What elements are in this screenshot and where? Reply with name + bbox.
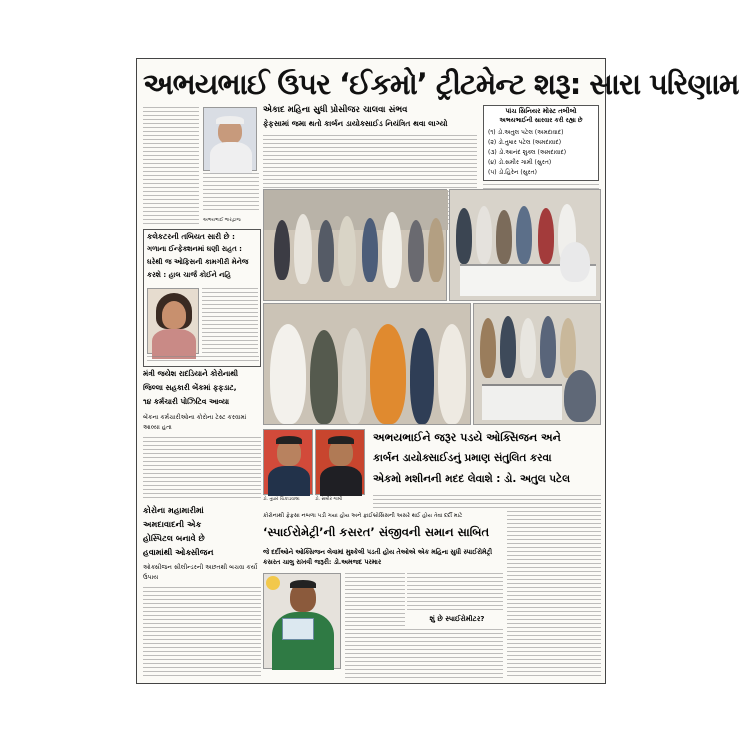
caption-doctor-2: ડો. સમીર ગામી	[315, 497, 343, 502]
spiro-question: શું છે સ્પાઈરોમીટર?	[429, 615, 485, 623]
photo-visit-3	[263, 303, 471, 425]
collector-box	[143, 229, 261, 367]
hospital-line-4: હવામાંથી ઓક્સીજન	[143, 547, 214, 557]
collector-line-3: ઘરેથી જ ઓફિસની કામગીરી મેનેજ	[147, 258, 249, 266]
collector-caption	[147, 356, 259, 364]
oxygen-headline-1: અભયભાઈને જરૂર પડયે ઓક્સિજન અને	[373, 431, 561, 444]
hospital-sub: ઓક્સીજન સીલીન્ડરની અછતથી બચવા કર્યો ઉપાય	[143, 564, 258, 581]
spiro-headline: ‘સ્પાઈરોમેટ્રી’ની કસરત’ સંજીવની સમાન સાબિત	[263, 525, 490, 539]
photo-spirometer-man	[263, 573, 341, 669]
minister-line-3: ૧૪ કર્મચારી પોઝિટિવ આવ્યા	[143, 397, 230, 406]
doctor-item: (૩) ડો.આનંદ શુક્લ (અમદાવાદ)	[488, 149, 567, 156]
oxygen-headline-2: કાર્બન ડાયોક્સાઈડનું પ્રમાણ સંતુલિત કરવા	[373, 452, 552, 464]
doctors-box-title: પાંચ સિનિયર મોસ્ટ તબીબો	[505, 107, 577, 115]
caption-doctor-1: ડો. તુષાર ચિકાડવાલા	[263, 497, 300, 502]
collector-line-4: કરશે : હાલ ચાર્જ કોઈને નહિ	[147, 271, 231, 279]
subheadline-2: ફેફસામાં જમા થતો કાર્બન ડાયોક્સાઈડ નિયંત્રિત થવા લાગ્યો	[263, 119, 448, 128]
main-headline: અભયભાઈ ઉપર ‘ઈકમો’ ટ્રીટમેન્ટ શરૂ: સારા પરિણામ	[143, 67, 739, 101]
hospital-line-3: હોસ્પિટલ બનાવે છે	[143, 533, 205, 543]
collector-heading: કલેકટરની તબિયત સારી છે :	[147, 232, 235, 241]
spiro-kicker: કોરોનાથી ફેફસા નબળા પડી ગયા હોય અને ફાઈબ્રોસિસની અસરે થઈ હોય તેવા દર્દી માટે	[263, 513, 463, 519]
portrait-doctor-1	[263, 429, 313, 495]
photo-visit-1	[263, 189, 447, 301]
collector-text	[202, 288, 258, 354]
doctors-box	[483, 105, 599, 181]
oxygen-text	[373, 495, 601, 509]
hospital-line-2: અમદાવાદની એક	[143, 519, 202, 529]
portrait-doctor-2	[315, 429, 365, 495]
text-under-portrait	[203, 173, 259, 213]
text-column-left	[143, 107, 199, 225]
collector-line-2: ગળાના ઈન્ફેક્શનમાં ઘણી રાહત :	[147, 245, 242, 253]
newspaper-page	[136, 58, 739, 684]
subheadline-1: એકાદ મહિના સુધી પ્રોસીજર ચાલવા સંભવ	[263, 105, 408, 115]
hospital-text	[143, 587, 261, 679]
hospital-line-1: કોરોના મહામારીમાં	[143, 505, 204, 515]
minister-line-2: જિલ્લા સહકારી બેંકમાં ફફડાટ,	[143, 383, 237, 392]
spiro-text-col-1	[345, 573, 405, 627]
doctor-item: (૨) ડો.તુષાર પટેલ (અમદાવાદ)	[488, 139, 562, 146]
minister-sub: બેંકના કર્મચારીઓના કોરોના ટેસ્ટ કરવામાં આવ્યા હતા	[143, 414, 247, 431]
doctors-box-subtitle: અભયભાઈની સારવાર કરી રહ્યા છે	[499, 117, 583, 124]
minister-text	[143, 437, 261, 499]
photo-collector	[147, 288, 199, 354]
spiro-sub: જે દર્દીઓને ઓક્સિજન લેવામાં મુશ્કેલી પડતી હોય તેઓએ એક મહિના સુધી સ્પાઈરોમેટ્રી કસરત ચાલુ રાખવી જરૂરી: ડો.અમજદ પરમાર	[263, 548, 493, 566]
portrait-abhay	[203, 107, 257, 171]
photo-visit-4	[473, 303, 601, 425]
doctor-item: (૪) ડો.સમીર ગામી (સુરત)	[488, 159, 552, 166]
spiro-text-bottom	[345, 629, 503, 679]
minister-line-1: મંત્રી જયેશ રાદડિયાને કોરોનાથી	[143, 369, 239, 378]
doctor-item: (૫) ડો.હિરેન (સુરત)	[488, 169, 537, 176]
spiro-text-col-2	[407, 573, 503, 613]
caption-abhay: અભયભાઈ ભારદ્વાજ	[203, 218, 241, 223]
text-column-right	[507, 511, 601, 679]
doctor-item: (૧) ડો.અતુલ પટેલ (અમદાવાદ)	[488, 129, 564, 136]
oxygen-headline-3: એકમો મશીનની મદદ લેવાશે : ડો. અતુલ પટેલ	[373, 473, 570, 485]
photo-visit-2	[449, 189, 601, 301]
